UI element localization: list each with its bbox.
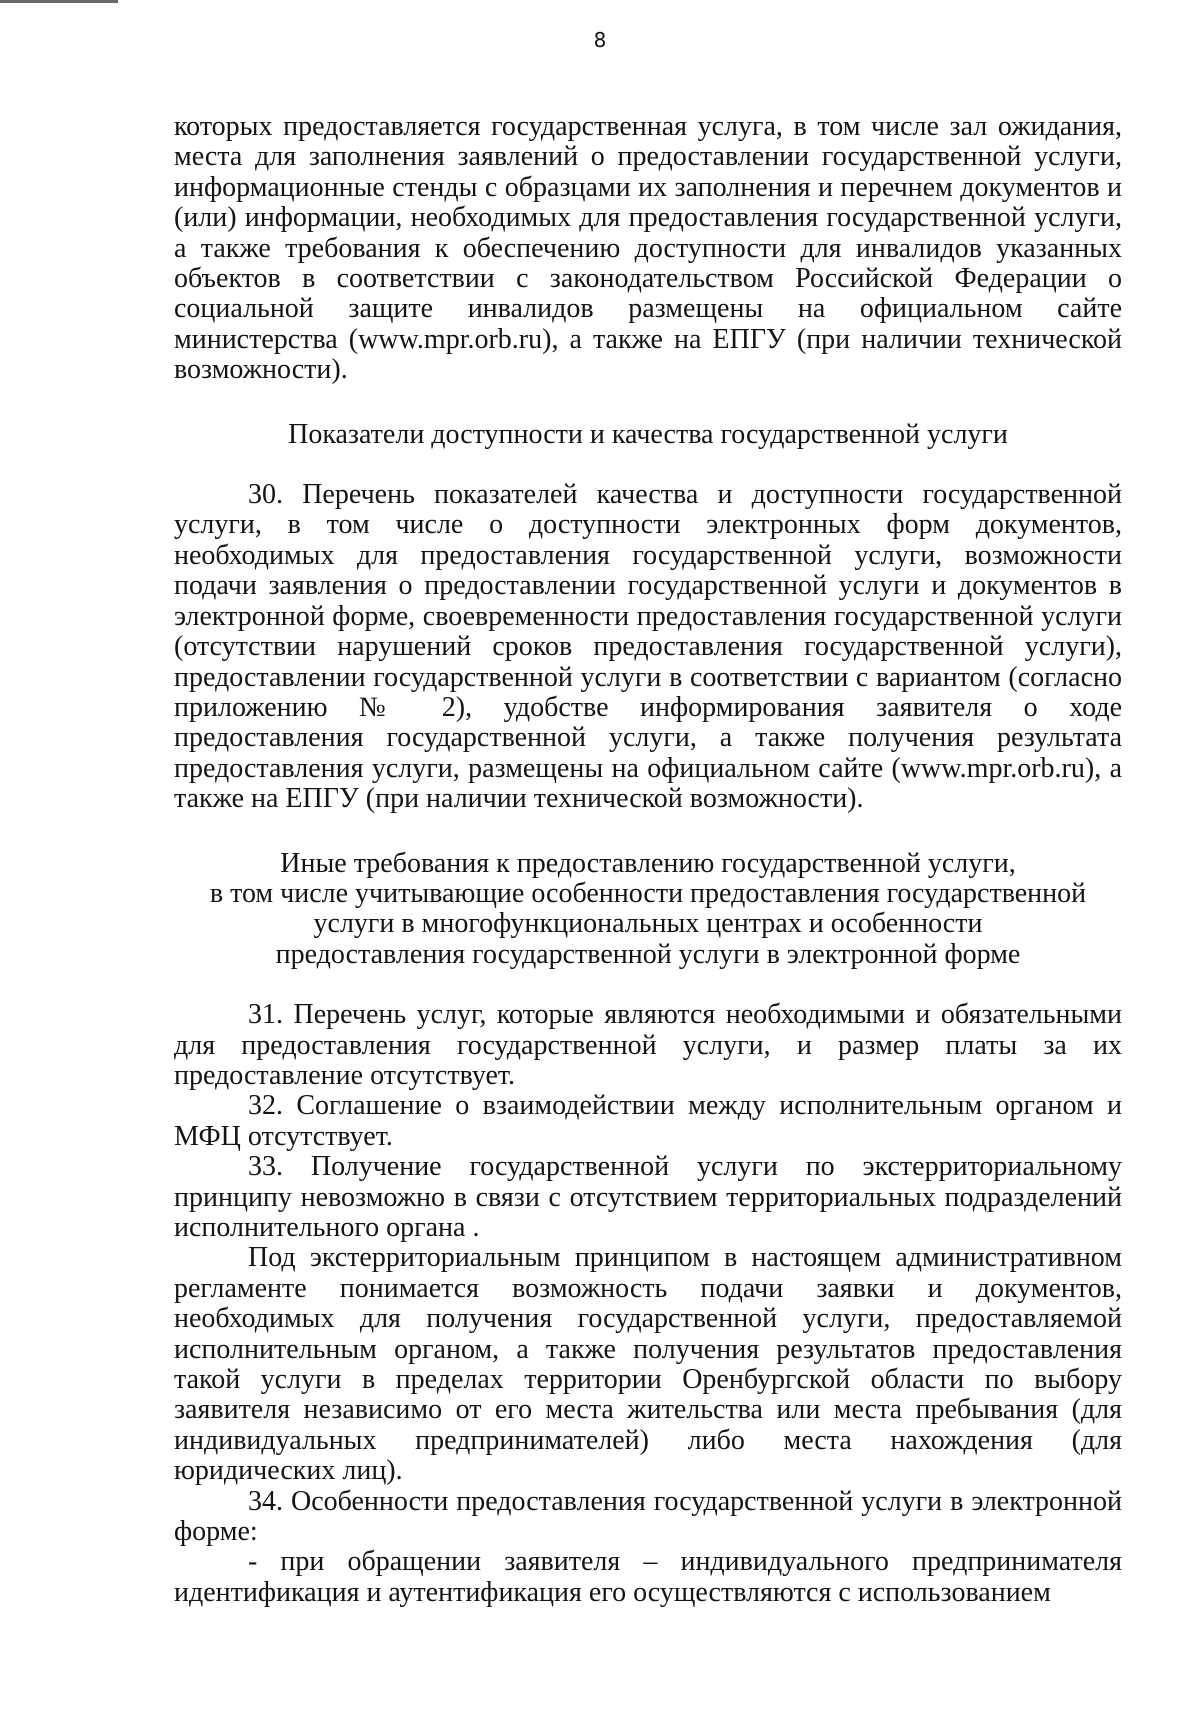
paragraph-33-extraterritorial: Под экстерриториальным принципом в настоящем административном регламенте понимается возможность подачи заявки и документов, необходимых для получения государственной услуги, предоставляемой исполнительным органом, а также получения результатов предоставления такой услуги в пределах территории Оренбургской области по выбору заявителя независимо от его места жительства или места пребывания (для индивидуальных предпринимателей) либо места нахождения (для юридических лиц). [174,1242,1122,1487]
paragraph-31: 31. Перечень услуг, которые являются необходимыми и обязательными для предоставления государственной услуги, и размер платы за их предоставление отсутствует. [174,999,1122,1091]
heading-line: услуги в многофункциональных центрах и особенности [313,908,983,940]
paragraph-33: 33. Получение государственной услуги по экстерриториальному принципу невозможно в связи с отсутствием территориальных подразделений исполнительного органа . [174,1151,1122,1243]
paragraph-34: 34. Особенности предоставления государственной услуги в электронной форме: [174,1485,1122,1548]
paragraph-32: 32. Соглашение о взаимодействии между исполнительным органом и МФЦ отсутствует. [174,1090,1122,1152]
paragraph-34-item: - при обращении заявителя – индивидуального предпринимателя идентификация и аутентификация его осуществляются с использованием [174,1546,1122,1608]
heading-other-requirements [174,849,1122,971]
scan-edge-mark [0,0,118,3]
heading-quality-indicators: Показатели доступности и качества государственной услуги [288,418,1008,450]
paragraph-30: 30. Перечень показателей качества и доступности государственной услуги, в том числе о доступности электронных форм документов, необходимых для предоставления государственной услуги, возможности подачи заявления о предоставлении государственной услуги и документов в электронной форме, своевременности предоставления государственной услуги (отсутствии нарушений сроков предоставления государственной услуги), предоставлении государственной услуги в соответствии с вариантом (согласно приложению № 2), удобстве информирования заявителя о ходе предоставления государственной услуги, а также получения результата предоставления услуги, размещены на официальном сайте (www.mpr.orb.ru), а также на ЕПГУ (при наличии технической возможности). [174,479,1122,815]
paragraph-intro: которых предоставляется государственная услуга, в том числе зал ожидания, места для заполнения заявлений о предоставлении государственной услуги, информационные стенды с образцами их заполнения и перечнем документов и (или) информации, необходимых для предоставления государственной услуги, а также требования к обеспечению доступности для инвалидов указанных объектов в соответствии с законодательством Российской Федерации о социальной защите инвалидов размещены на официальном сайте министерства (www.mpr.orb.ru), а также на ЕПГУ (при наличии технической возможности). [174,111,1122,386]
heading-line: предоставления государственной услуги в электронной форме [275,938,1021,970]
heading-line: Иные требования к предоставлению государственной услуги, [280,847,1016,879]
heading-line: в том числе учитывающие особенности предоставления государственной [209,877,1087,909]
document-body [174,112,1122,1608]
page-number: 8 [593,28,607,52]
